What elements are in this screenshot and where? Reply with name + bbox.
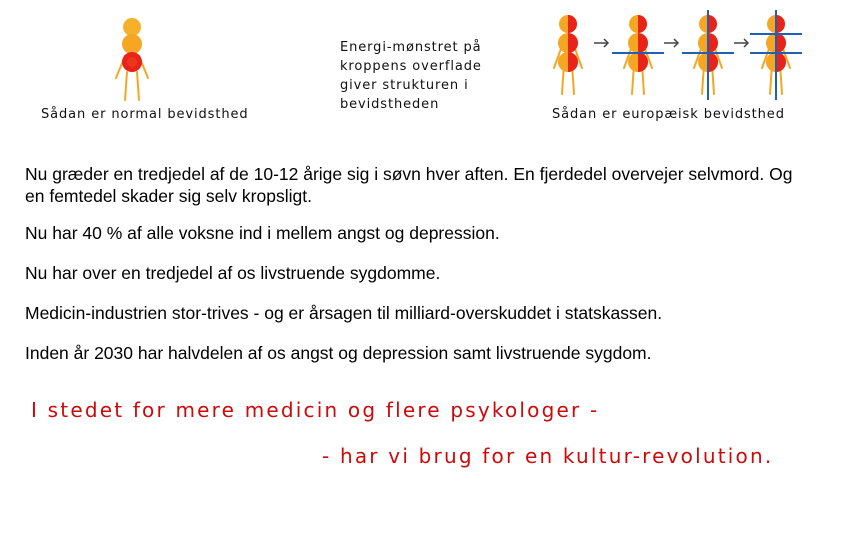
european-consciousness-caption: Sådan er europæisk bevidsthed: [552, 107, 785, 122]
arrow-right-icon: [734, 39, 748, 47]
paragraph-medicine-industry: Medicin-industrien stor-trives - og er årsagen til milliard-overskuddet i statskassen.: [25, 303, 663, 323]
normal-figure-icon: [112, 16, 152, 106]
paragraph-2030-forecast: Inden år 2030 har halvdelen af os angst og depression samt livstruende sygdom.: [25, 343, 652, 363]
normal-consciousness-caption: Sådan er normal bevidsthed: [41, 107, 249, 122]
slogan-line-2: - har vi brug for en kultur-revolution.: [322, 444, 774, 468]
human-figure-icon: [612, 15, 664, 94]
slogan-line-1: I stedet for mere medicin og flere psykologer -: [31, 398, 600, 422]
energy-pattern-note: Energi-mønstret på kroppens overflade giver strukturen i bevidstheden: [340, 40, 482, 112]
human-figure-icon: [682, 10, 734, 100]
arrow-right-icon: [664, 39, 678, 47]
human-figure-icon: [750, 10, 802, 100]
paragraph-adults-anxiety: Nu har 40 % af alle voksne ind i mellem angst og depression.: [25, 223, 500, 243]
paragraph-life-threatening-illness: Nu har over en tredjedel af os livstruende sygdomme.: [25, 263, 441, 283]
paragraph-children-statistics: Nu græder en tredjedel af de 10-12 årige sig i søvn hver aften. En fjerdedel overvejer selvmord. Og en femtedel skader sig selv kropsligt.: [25, 164, 793, 206]
human-figure-icon: [554, 15, 582, 94]
arrow-right-icon: [594, 39, 608, 47]
european-figure-sequence: [548, 10, 808, 105]
